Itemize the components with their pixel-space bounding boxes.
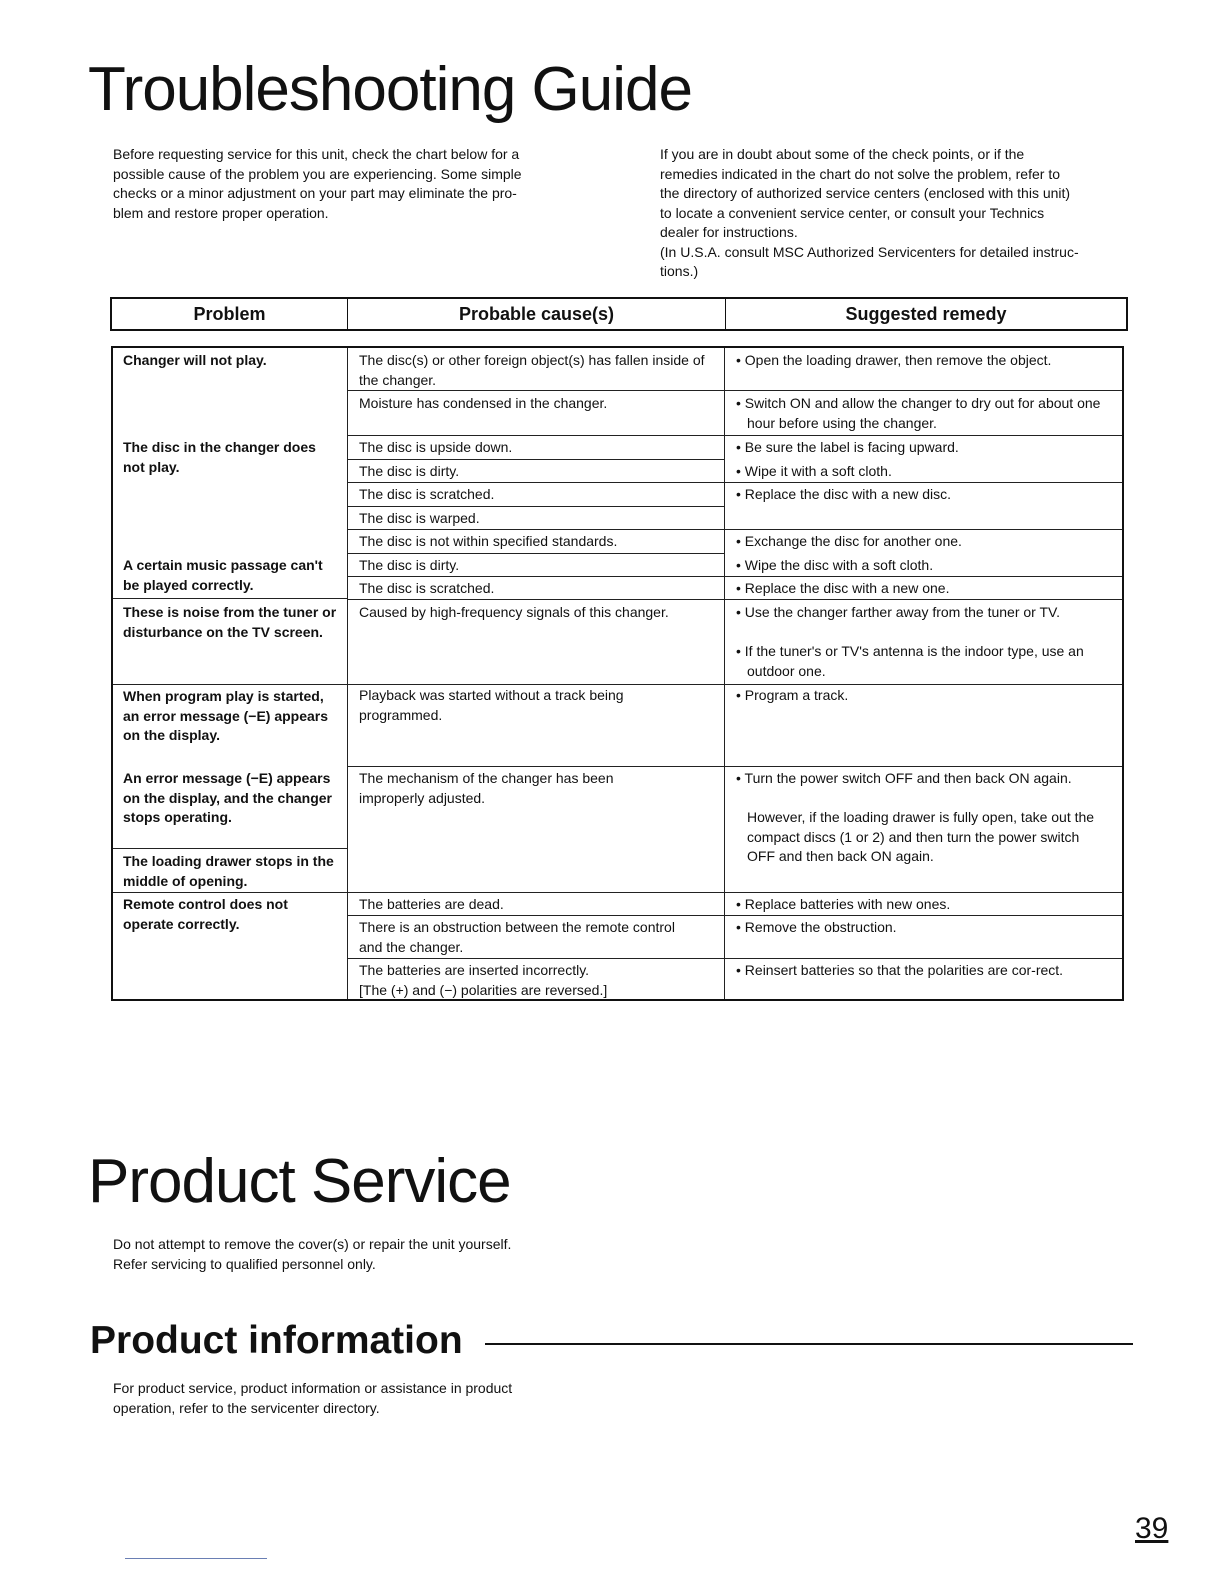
troubleshooting-table bbox=[111, 346, 1124, 1001]
problem-cell: These is noise from the tuner or disturbance on the TV screen. bbox=[123, 604, 337, 640]
row-divider bbox=[348, 459, 724, 460]
row-divider bbox=[348, 506, 724, 507]
remedy-cell: • Replace batteries with new ones. bbox=[736, 896, 951, 912]
cause-cell: The disc is upside down. bbox=[359, 439, 513, 455]
cause-cell: Caused by high-frequency signals of this changer. bbox=[359, 604, 669, 620]
remedy-cell: However, if the loading drawer is fully open, take out the compact discs (1 or 2) and then turn the power switch OFF and then back ON again. bbox=[747, 809, 1095, 864]
page-number: 39 bbox=[1135, 1512, 1169, 1545]
cause-cell: The disc is scratched. bbox=[359, 580, 495, 596]
remedy-cell: • Program a track. bbox=[736, 687, 849, 703]
row-divider bbox=[725, 482, 1122, 483]
cause-cell: The mechanism of the changer has been improperly adjusted. bbox=[359, 770, 614, 806]
intro-right-line: (In U.S.A. consult MSC Authorized Servicenters for detailed instruc- bbox=[660, 243, 1079, 260]
intro-right-line: remedies indicated in the chart do not solve the problem, refer to bbox=[660, 165, 1060, 182]
row-divider bbox=[348, 892, 724, 893]
intro-left-line: Before requesting service for this unit, check the chart below for a bbox=[113, 146, 520, 162]
problem-cell: A certain music passage can't be played correctly. bbox=[123, 557, 323, 593]
remedy-cell: • If the tuner's or TV's antenna is the indoor type, use an outdoor one. bbox=[736, 643, 1084, 679]
row-divider bbox=[725, 576, 1122, 577]
intro-right-line: to locate a convenient service center, or consult your Technics bbox=[660, 204, 1045, 221]
service-paragraph bbox=[113, 1234, 511, 1274]
remedy-cell: • Turn the power switch OFF and then back ON again. bbox=[736, 770, 1072, 786]
row-divider bbox=[348, 576, 724, 577]
header-remedy: Suggested remedy bbox=[845, 303, 1007, 324]
footer-rule bbox=[125, 1558, 267, 1559]
cause-cell: The disc is not within specified standards. bbox=[359, 533, 618, 549]
problem-cell: Remote control does not operate correctly. bbox=[123, 896, 288, 932]
service-line: Do not attempt to remove the cover(s) or repair the unit yourself. bbox=[113, 1236, 512, 1252]
row-divider bbox=[725, 529, 1122, 530]
remedy-cell: • Wipe it with a soft cloth. bbox=[736, 463, 892, 479]
row-divider bbox=[348, 482, 724, 483]
row-divider bbox=[348, 958, 724, 959]
remedy-cell: • Open the loading drawer, then remove the object. bbox=[736, 352, 1052, 368]
intro-right-line: the directory of authorized service centers (enclosed with this unit) bbox=[660, 185, 1071, 201]
page-title: Troubleshooting Guide bbox=[88, 55, 692, 124]
row-divider bbox=[725, 892, 1122, 893]
problem-cell: When program play is started, an error message (−E) appears on the display. bbox=[123, 688, 329, 743]
intro-left-line: checks or a minor adjustment on your part may eliminate the pro- bbox=[113, 185, 517, 201]
problem-cell: Changer will not play. bbox=[123, 352, 267, 368]
row-divider bbox=[725, 599, 1122, 600]
cause-cell: Moisture has condensed in the changer. bbox=[359, 395, 608, 411]
row-divider bbox=[725, 435, 1122, 436]
row-divider bbox=[725, 390, 1122, 391]
intro-right-paragraph bbox=[660, 145, 1132, 282]
cause-cell: The disc is warped. bbox=[359, 510, 480, 526]
header-problem: Problem bbox=[112, 299, 348, 329]
intro-left-paragraph bbox=[113, 145, 583, 223]
row-divider bbox=[113, 892, 347, 893]
intro-right-line: tions.) bbox=[660, 263, 699, 279]
remedy-cell: • Exchange the disc for another one. bbox=[736, 533, 962, 549]
title-rule bbox=[485, 1343, 1133, 1345]
row-divider bbox=[113, 684, 347, 685]
problem-cell: An error message (−E) appears on the display, and the changer stops operating. bbox=[123, 770, 332, 825]
row-divider bbox=[348, 435, 724, 436]
header-cause: Probable cause(s) bbox=[348, 299, 726, 329]
row-divider bbox=[725, 684, 1122, 685]
row-divider bbox=[348, 529, 724, 530]
remedy-cell: • Be sure the label is facing upward. bbox=[736, 439, 959, 455]
cause-cell: Playback was started without a track being programmed. bbox=[359, 687, 624, 723]
cause-cell: The disc(s) or other foreign object(s) has fallen inside of the changer. bbox=[359, 352, 705, 388]
info-paragraph bbox=[113, 1378, 512, 1418]
row-divider bbox=[113, 598, 347, 599]
remedy-cell: • Use the changer farther away from the tuner or TV. bbox=[736, 604, 1060, 620]
row-divider bbox=[348, 553, 724, 554]
column-divider bbox=[347, 348, 348, 999]
row-divider bbox=[725, 766, 1122, 767]
cause-cell: [The (+) and (−) polarities are reversed.] bbox=[359, 982, 608, 998]
problem-cell: The loading drawer stops in the middle of opening. bbox=[123, 853, 334, 889]
section-title-product-service: Product Service bbox=[88, 1147, 511, 1216]
info-line: For product service, product information or assistance in product bbox=[113, 1380, 513, 1396]
row-divider bbox=[348, 766, 724, 767]
section-title-product-information: Product information bbox=[90, 1319, 463, 1362]
remedy-cell: • Reinsert batteries so that the polarities are cor-rect. bbox=[736, 962, 1064, 978]
cause-cell: There is an obstruction between the remote control and the changer. bbox=[359, 919, 675, 955]
intro-right-line: If you are in doubt about some of the check points, or if the bbox=[660, 146, 1025, 162]
cause-cell: The batteries are dead. bbox=[359, 896, 504, 912]
remedy-cell: • Remove the obstruction. bbox=[736, 919, 897, 935]
row-divider bbox=[348, 915, 724, 916]
problem-cell: The disc in the changer does not play. bbox=[123, 439, 316, 475]
row-divider bbox=[113, 848, 347, 849]
row-divider bbox=[725, 958, 1122, 959]
remedy-cell: • Wipe the disc with a soft cloth. bbox=[736, 557, 934, 573]
intro-right-line: dealer for instructions. bbox=[660, 224, 798, 240]
cause-cell: The disc is scratched. bbox=[359, 486, 495, 502]
remedy-cell: • Replace the disc with a new one. bbox=[736, 580, 950, 596]
row-divider bbox=[348, 390, 724, 391]
info-line: operation, refer to the servicenter directory. bbox=[113, 1400, 380, 1416]
service-line: Refer servicing to qualified personnel only. bbox=[113, 1256, 376, 1272]
remedy-cell: • Switch ON and allow the changer to dry out for about one hour before using the changer. bbox=[736, 395, 1101, 431]
row-divider bbox=[725, 915, 1122, 916]
intro-left-line: possible cause of the problem you are experiencing. Some simple bbox=[113, 165, 522, 182]
intro-left-line: blem and restore proper operation. bbox=[113, 204, 329, 221]
row-divider bbox=[348, 599, 724, 600]
row-divider bbox=[348, 684, 724, 685]
remedy-cell: • Replace the disc with a new disc. bbox=[736, 486, 952, 502]
cause-cell: The disc is dirty. bbox=[359, 557, 460, 573]
column-divider bbox=[724, 348, 725, 999]
cause-cell: The disc is dirty. bbox=[359, 463, 460, 479]
table-header bbox=[110, 297, 1128, 331]
cause-cell: The batteries are inserted incorrectly. bbox=[359, 962, 590, 978]
